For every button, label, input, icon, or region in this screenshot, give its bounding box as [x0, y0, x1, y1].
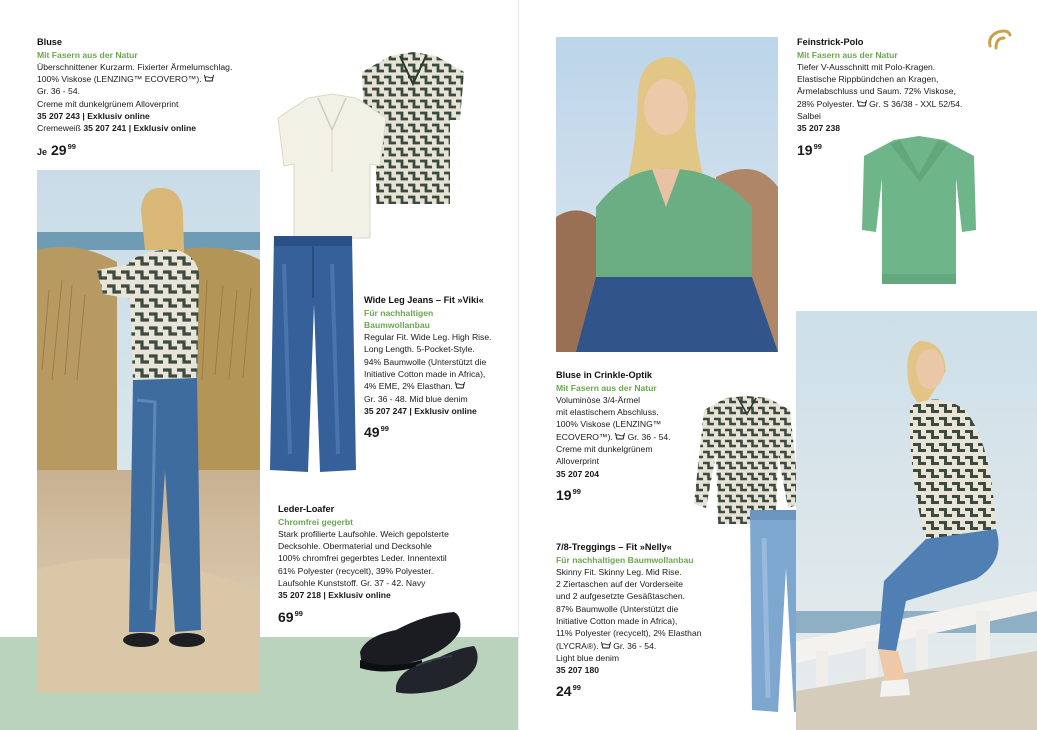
product-photo-polo [860, 134, 978, 288]
product-description: Voluminöse 3/4-Ärmel mit elastischem Abschluss. 100% Viskose (LENZING™ ECOVERO™). Gr. 36 - 54. [556, 394, 671, 442]
product-title: Bluse in Crinkle-Optik [556, 370, 652, 380]
product-color: Salbei [797, 110, 821, 121]
page-gutter [518, 0, 519, 730]
product-description: Skinny Fit. Skinny Leg. Mid Rise. 2 Ziertaschen auf der Vorderseite und 2 aufgesetzte Gesäßtaschen. 87% Baumwolle (Unterstützt die Initiative Cotton made in Africa), 11% Polyester (recycelt), 2% Elasthan (LYCRA®). Gr. 36 - 54. [556, 566, 702, 651]
product-color: Creme mit dunkelgrünem Alloverprint [556, 443, 653, 467]
order-number: 35 207 218 | Exklusiv online [278, 590, 391, 601]
order-number: 35 207 243 | Exklusiv online [37, 110, 150, 121]
product-price: $19^{99}$ [797, 141, 822, 158]
model-photo-polo [556, 37, 778, 352]
product-title: Feinstrick-Polo [797, 37, 864, 47]
brand-logo [984, 26, 1014, 52]
product-description: Tiefer V-Ausschnitt mit Polo-Kragen. Elastische Rippbündchen an Kragen, Ärmelabschluss und Saum. 72% Viskose, 28% Polyester. Gr. S 36/38 - XXL 52/54. [797, 61, 963, 109]
product-description: Stark profilierte Laufsohle. Weich gepolsterte Decksohle. Obermaterial und Decksohle 100% chromfrei gegerbtes Leder. Innentextil 61% Polyester (recycelt), 39% Polyester. Laufsohle Kunststoff. Gr. 37 - 42. Navy [278, 528, 449, 588]
product-price: $24^{99}$ [556, 683, 581, 700]
product-jeans-text [364, 294, 512, 441]
product-claim: Für nachhaltigen Baumwollanbau [556, 554, 694, 565]
model-photo-beach-left [37, 170, 260, 693]
product-title: 7/8-Treggings – Fit »Nelly« [556, 542, 672, 552]
product-title: Wide Leg Jeans – Fit »Viki« [364, 295, 484, 305]
product-title: Bluse [37, 37, 63, 47]
product-color: Creme mit dunkelgrünem Alloverprint [37, 98, 179, 109]
product-bluse-text [37, 36, 267, 161]
product-claim: Mit Fasern aus der Natur [797, 49, 898, 60]
wash-icon [455, 381, 465, 391]
wash-icon [615, 432, 625, 442]
product-claim: Für nachhaltigen Baumwollanbau [364, 307, 434, 330]
model-photo-fence [796, 311, 1037, 730]
wash-icon [857, 99, 867, 109]
product-price: $69^{99}$ [278, 608, 303, 625]
product-price: Je $29^{99}$ [37, 141, 76, 158]
order-number: 35 207 247 | Exklusiv online [364, 405, 477, 416]
product-sizes: Gr. 36 - 54. [37, 86, 80, 97]
product-photo-bluse-cream [276, 92, 388, 242]
order-number: 35 207 180 [556, 665, 600, 676]
product-photo-wide-leg-jeans [270, 234, 356, 476]
order-number: 35 207 238 [797, 123, 841, 134]
product-color: Light blue denim [556, 652, 620, 663]
product-claim: Mit Fasern aus der Natur [37, 49, 138, 60]
wash-icon [601, 641, 611, 651]
product-claim: Chromfrei gegerbt [278, 516, 353, 527]
product-price: $19^{99}$ [556, 486, 581, 503]
product-variant: Cremeweiß 35 207 241 | Exklusiv online [37, 123, 197, 134]
product-treggings-text [556, 541, 740, 700]
product-price: $49^{99}$ [364, 424, 389, 441]
product-photo-loafers [356, 608, 480, 694]
product-sizes: Gr. 36 - 48. Mid blue denim [364, 393, 468, 404]
product-title: Leder-Loafer [278, 504, 335, 514]
product-description: Überschnittener Kurzarm. Fixierter Ärmelumschlag. 100% Viskose (LENZING™ ECOVERO™). [37, 61, 233, 85]
product-description: Regular Fit. Wide Leg. High Rise. Long Length. 5-Pocket-Style. 94% Baumwolle (Unterstützt die Initiative Cotton made in Africa), 4% EME, 2% Elasthan. [364, 332, 492, 392]
product-crinkle-bluse-text [556, 369, 692, 504]
order-number: 35 207 204 [556, 468, 600, 479]
product-claim: Mit Fasern aus der Natur [556, 382, 657, 393]
wash-icon [204, 74, 214, 84]
